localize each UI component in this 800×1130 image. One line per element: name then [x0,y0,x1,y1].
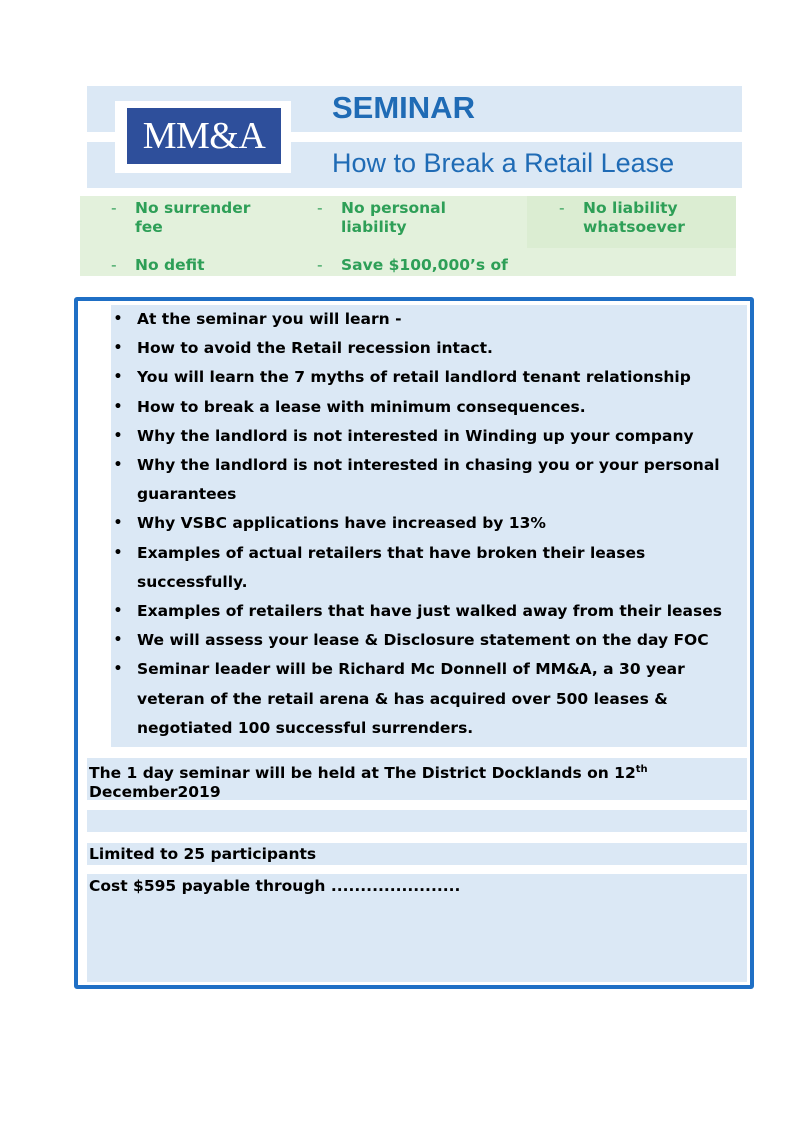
bullet-icon: • [113,661,123,678]
bullet-icon: • [113,369,123,386]
benefit-text: No liability whatsoever [583,199,685,236]
event-location-text: The 1 day seminar will be held at The District Docklands on 12 [89,764,636,783]
participants-row [87,843,747,865]
bullet-icon: • [113,311,123,327]
list-item [111,626,747,655]
cost-text: Cost $595 payable through ...................... [89,877,461,895]
spacer-row [87,810,747,832]
benefit-text: Save $100,000’s of [341,256,508,274]
page-title: SEMINAR [332,90,475,125]
list-item-text: Why the landlord is not interested in Winding up your company [137,426,694,445]
bullet-icon: • [113,427,123,444]
date-suffix: th [635,764,648,775]
page-subtitle: How to Break a Retail Lease [332,148,675,178]
benefit-text: No defit [135,256,205,274]
list-item [111,422,747,451]
bullet-icon: • [113,603,123,620]
event-date: December2019 [89,783,221,802]
list-item [111,539,747,597]
list-item [111,393,747,422]
benefit-dash: - [111,199,117,217]
list-item-text: How to break a lease with minimum consequences. [137,397,586,416]
benefit-dash: - [317,199,323,217]
cost-row [87,874,747,982]
list-item-text: How to avoid the Retail recession intact. [137,339,493,358]
list-item-text: Examples of actual retailers that have broken their leases successfully. [137,543,646,591]
list-item [111,509,747,538]
event-location-row [87,758,747,800]
bullet-icon: • [113,340,123,357]
event-location [89,760,648,802]
list-item-text: Examples of retailers that have just walked away from their leases [137,602,722,621]
list-item-text: Why the landlord is not interested in chasing you or your personal guarantees [137,456,720,504]
learn-list [111,305,747,743]
bullet-icon: • [113,632,123,649]
list-item [111,451,747,509]
bullet-icon: • [113,398,123,415]
mma-logo: MM&A [127,108,281,164]
list-item [111,363,747,392]
benefit-dash: - [559,199,565,217]
bullet-icon: • [113,457,123,474]
benefit-text: No surrender fee [135,199,251,236]
bullet-icon: • [113,544,123,561]
list-item [111,655,747,743]
benefit-dash: - [317,256,323,274]
list-item-text: We will assess your lease & Disclosure statement on the day FOC [137,631,709,650]
list-item-text: You will learn the 7 myths of retail landlord tenant relationship [137,368,691,387]
benefit-text: No personal liability [341,199,446,236]
list-item-text: Why VSBC applications have increased by 13% [137,514,546,533]
benefit-dash: - [111,256,117,274]
list-item-text: Seminar leader will be Richard Mc Donnell of MM&A, a 30 year veteran of the retail arena & has acquired over 500 leases & negotiated 100 successful surrenders. [137,660,685,737]
list-item-text: At the seminar you will learn - [137,310,402,328]
list-item [111,597,747,626]
list-item [111,334,747,363]
bullet-icon: • [113,515,123,532]
list-item [111,305,747,334]
participants-limit: Limited to 25 participants [89,845,317,863]
